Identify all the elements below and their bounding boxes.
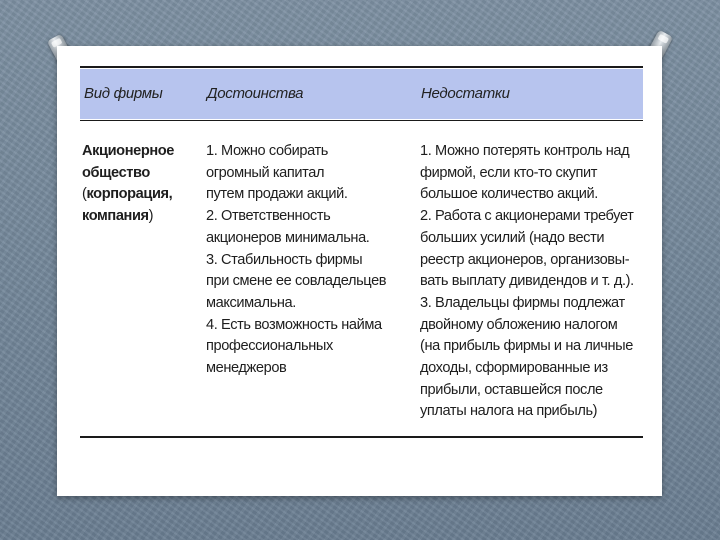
firm-type-line: [82, 163, 200, 185]
table-header-band: [80, 69, 643, 119]
advantages-line: при смене ее совладельцев: [206, 273, 387, 290]
cell-advantages: [206, 141, 412, 380]
advantages-line: 3. Стабильность фирмы: [206, 251, 363, 268]
table-top-rule: [80, 66, 643, 68]
disadvantages-line: прибыли, оставшейся после: [420, 381, 603, 398]
firm-type-text-bold: компания: [82, 208, 149, 225]
disadvantages-line: большое количество акций.: [420, 186, 598, 203]
comparison-table: [80, 63, 643, 441]
firm-type-text-bold: Акционерное: [82, 143, 174, 159]
advantages-line: 4. Есть возможность найма: [206, 316, 382, 333]
advantages-line: 2. Ответственность: [206, 208, 331, 225]
firm-type-line: [82, 184, 200, 206]
disadvantages-line: двойному обложению налогом: [420, 316, 618, 333]
advantages-line: акционеров минимальна.: [206, 229, 370, 246]
disadvantages-line: уплаты налога на прибыль): [420, 403, 598, 420]
advantages-line: огромный капитал: [206, 164, 325, 181]
firm-type-line: [82, 206, 200, 228]
firm-type-line: [82, 141, 200, 163]
disadvantages-line: больших усилий (надо вести: [420, 229, 605, 246]
disadvantages-line: вать выплату дивидендов и т. д.).: [420, 273, 634, 290]
advantages-line: путем продажи акций.: [206, 186, 348, 203]
disadvantages-line: фирмой, если кто-то скупит: [420, 164, 598, 181]
advantages-line: 1. Можно собирать: [206, 143, 328, 159]
disadvantages-line: 3. Владельцы фирмы подлежат: [420, 294, 625, 311]
firm-type-text: (: [82, 186, 87, 203]
header-advantages: Достоинства: [207, 85, 304, 102]
advantages-line: менеджеров: [206, 360, 287, 377]
disadvantages-line: доходы, сформированные из: [420, 360, 608, 377]
disadvantages-line: 2. Работа с акционерами требует: [420, 208, 634, 225]
cell-firm-type: [82, 141, 200, 228]
disadvantages-line: 1. Можно потерять контроль над: [420, 143, 630, 159]
firm-type-text: ): [148, 208, 154, 225]
header-firm-type: Вид фирмы: [84, 85, 163, 102]
advantages-line: профессиональных: [206, 338, 333, 355]
disadvantages-line: реестр акционеров, организовы-: [420, 251, 630, 268]
firm-type-text-bold: общество: [82, 164, 150, 181]
advantages-line: максимальна.: [206, 294, 296, 311]
disadvantages-line: (на прибыль фирмы и на личные: [420, 338, 633, 355]
firm-type-text-bold: корпорация,: [86, 186, 173, 203]
table-bottom-rule: [80, 436, 643, 438]
header-disadvantages: Недостатки: [421, 85, 510, 102]
cell-disadvantages: [420, 141, 646, 423]
table-header-rule: [80, 120, 643, 121]
